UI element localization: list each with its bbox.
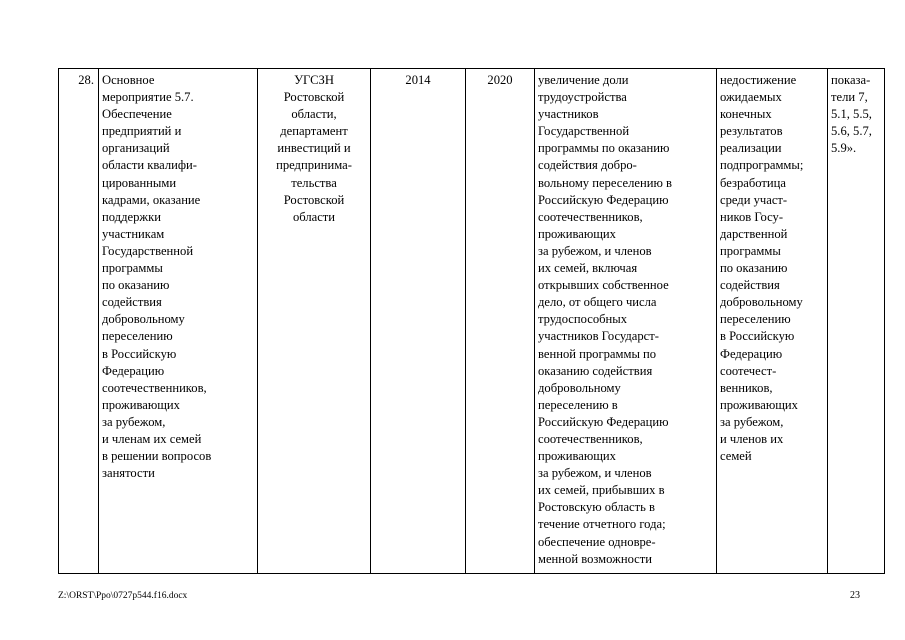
row-number-cell: 28. (59, 69, 99, 574)
footer-file-path: Z:\ORST\Ppo\0727p544.f16.docx (58, 591, 188, 601)
start-year-cell: 2014 (371, 69, 466, 574)
executor-cell: УГСЗН Ростовской области, департамент инвестиций и предпринима- тельства Ростовской области (258, 69, 371, 574)
table-row (59, 69, 885, 574)
activity-name-cell: Основное мероприятие 5.7. Обеспечение предприятий и организаций области квалифи- цированными кадрами, оказание поддержки участникам Государственной программы по оказанию содействия добровольному переселению в Российскую Федерацию соотечественников, проживающих за рубежом, и членам их семей в решении вопросов занятости (99, 69, 258, 574)
page-number: 23 (850, 590, 860, 601)
end-year-cell: 2020 (466, 69, 535, 574)
expected-result-cell: увеличение доли трудоустройства участников Государственной программы по оказанию содействия добро- вольному переселению в Российскую Федерацию соотечественников, проживающих за рубежом, и членов их семей, включая открывших собственное дело, от общего числа трудоспособных участников Государст- венной программы по оказанию содействия добровольному переселению в Российскую Федерацию соотечественников, проживающих за рубежом, и членов их семей, прибывших в Ростовскую область в течение отчетного года; обеспечение одновре- менной возможности (535, 69, 717, 574)
consequences-cell: недостижение ожидаемых конечных результатов реализации подпрограммы; безработица среди участ- ников Госу- дарственной программы по оказанию содействия добровольному переселению в Российскую Федерацию соотечест- венников, проживающих за рубежом, и членов их семей (717, 69, 828, 574)
measures-table (58, 68, 885, 574)
indicators-cell: показа- тели 7, 5.1, 5.5, 5.6, 5.7, 5.9». (828, 69, 885, 574)
